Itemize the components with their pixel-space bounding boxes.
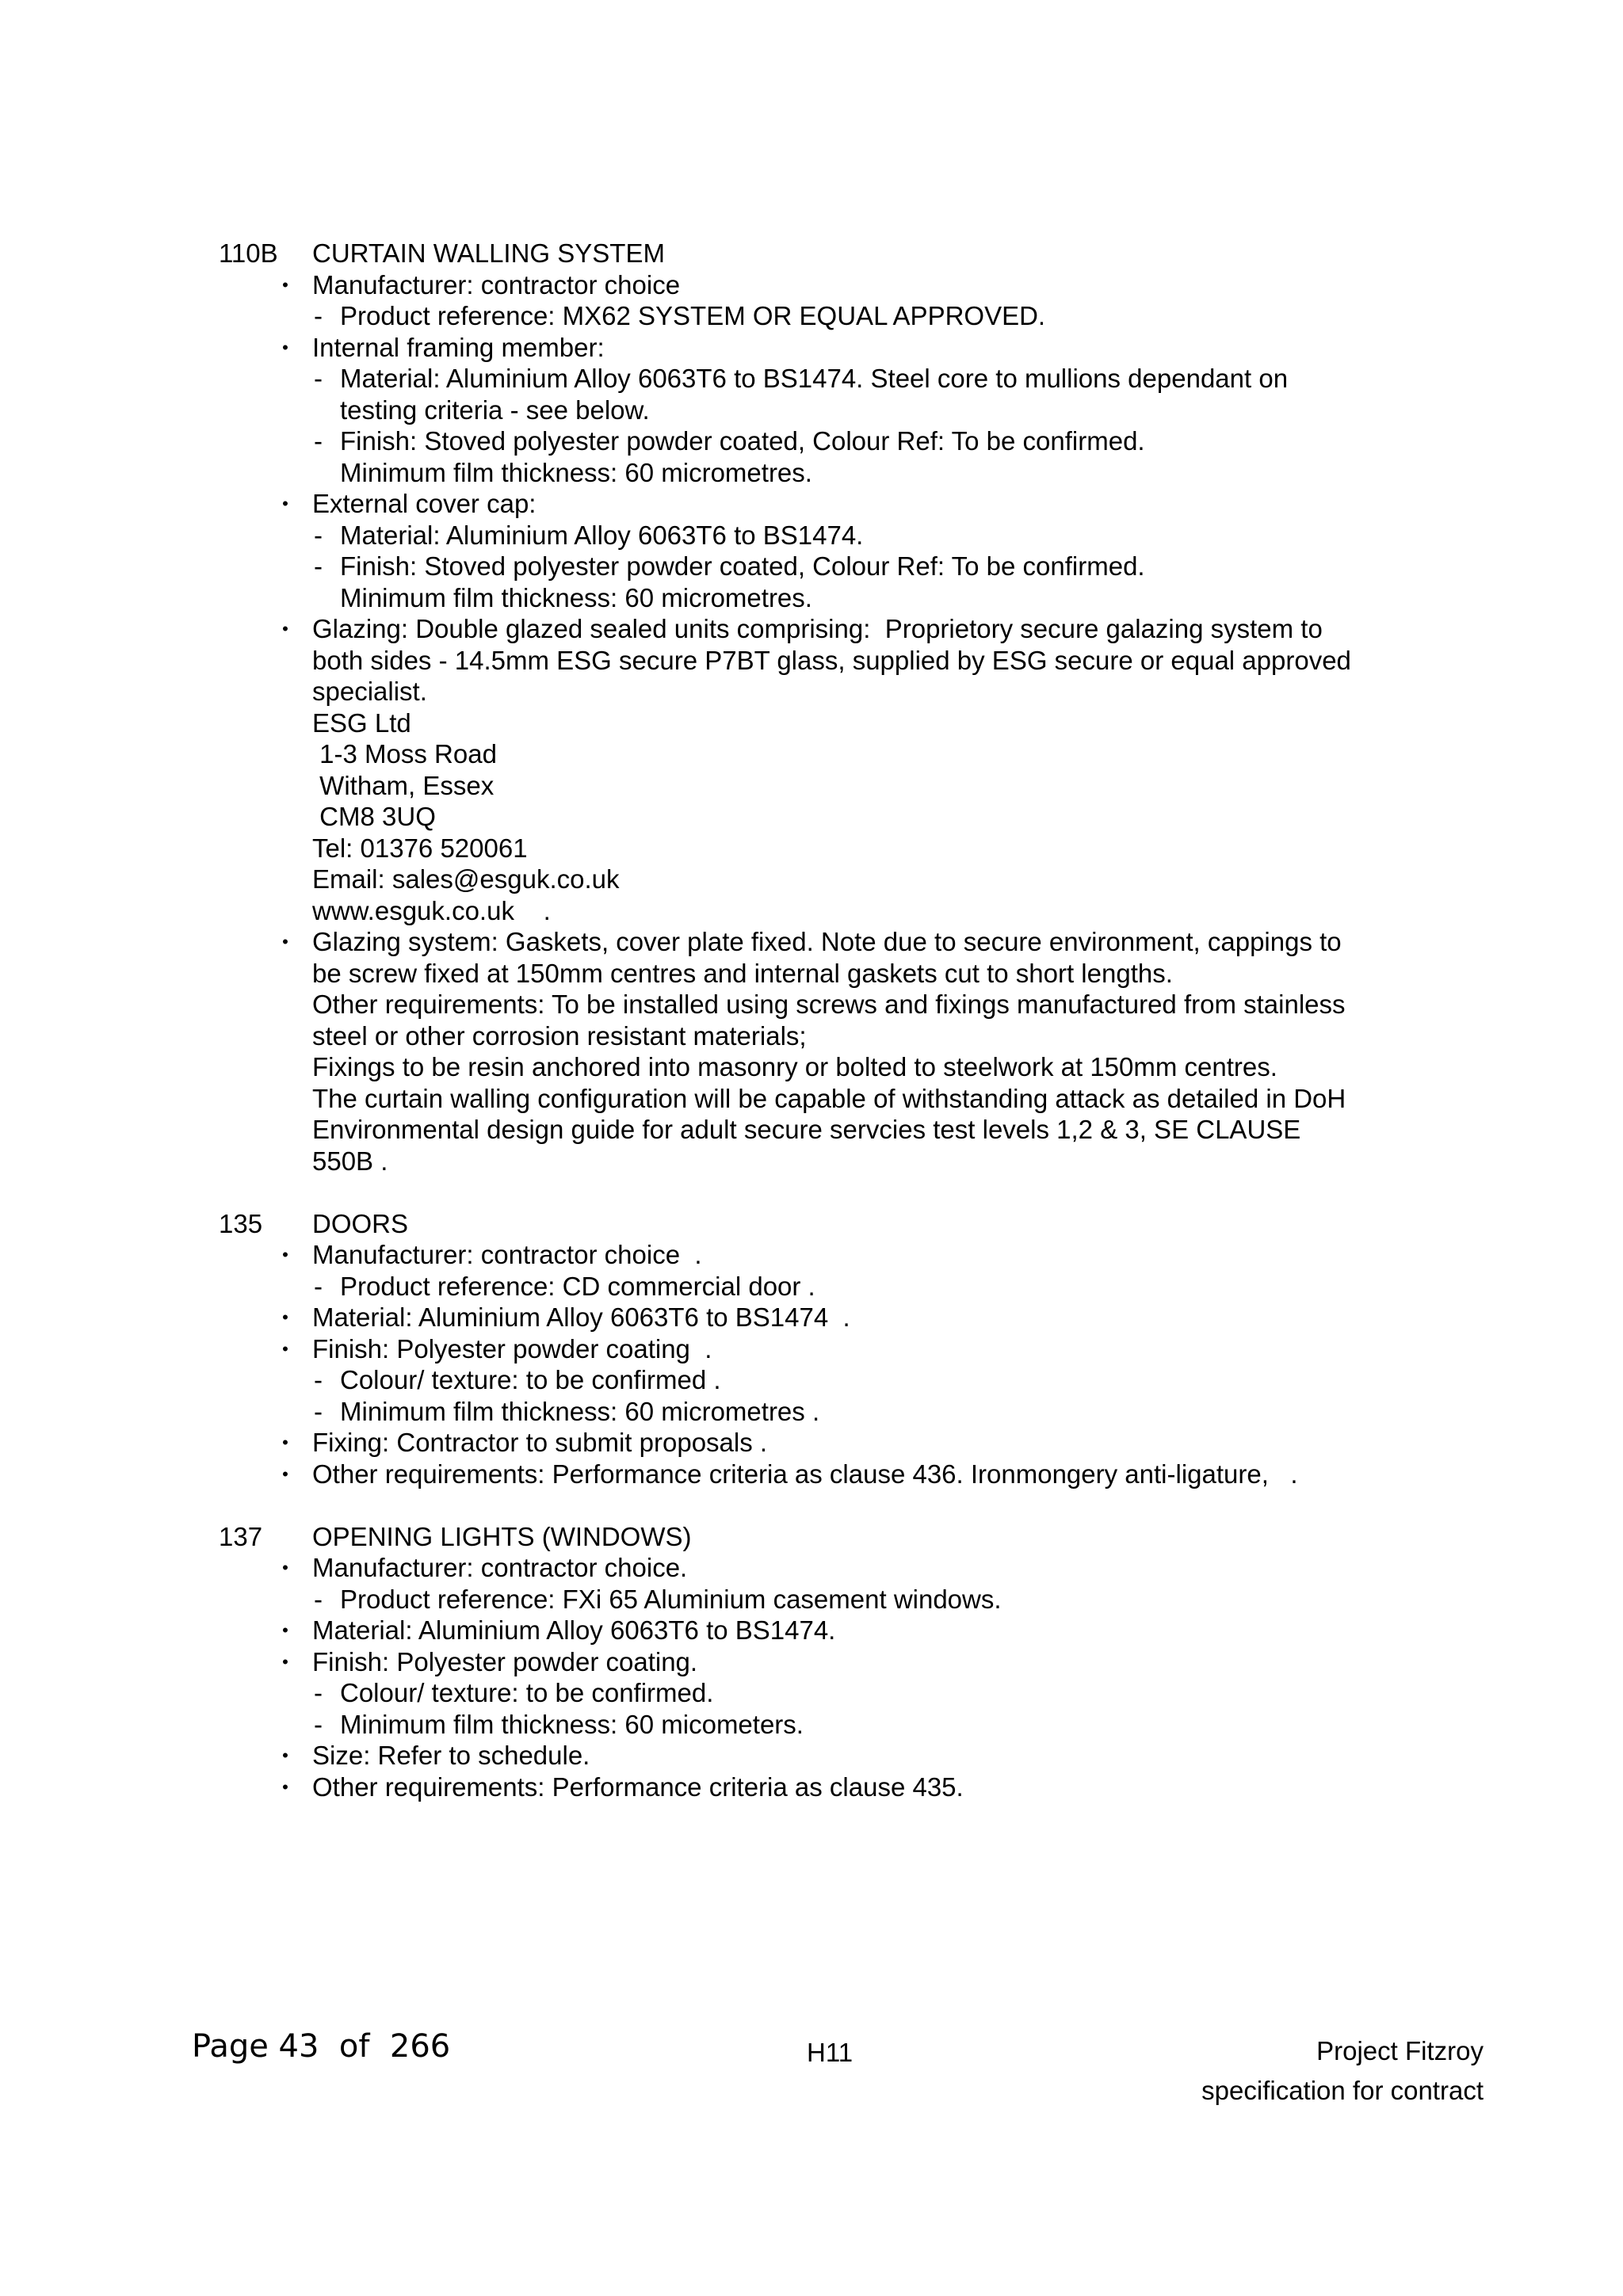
- bullet-item: [282, 1772, 1423, 1803]
- clause-number: 137: [219, 1521, 263, 1551]
- bullet-item: [282, 332, 1423, 489]
- dash-icon: -: [314, 364, 323, 393]
- bullet-dot-icon: •: [282, 1558, 288, 1577]
- page-number: Page 43 of 266: [192, 2028, 451, 2065]
- sub-item: [312, 300, 1423, 332]
- bullet-item: [282, 1302, 1423, 1333]
- bullet-text-line: 550B .: [312, 1146, 388, 1176]
- sub-item: [312, 551, 1423, 613]
- bullet-text-line: www.esguk.co.uk .: [312, 895, 551, 925]
- sub-item: [312, 1396, 1423, 1428]
- bullet-text-line: Other requirements: Performance criteria as clause 436. Ironmongery anti-ligature, .: [312, 1459, 1298, 1489]
- sub-text-line: Minimum film thickness: 60 micrometres.: [340, 582, 812, 612]
- bullet-dot-icon: •: [282, 1307, 288, 1327]
- bullet-item: [282, 1459, 1423, 1490]
- project-name: Project Fitzroy: [1316, 2036, 1484, 2065]
- sub-text-line: Material: Aluminium Alloy 6063T6 to BS1474. Steel core to mullions dependant on: [340, 364, 1289, 393]
- bullet-item: [282, 1615, 1423, 1646]
- bullet-text-line: Size: Refer to schedule.: [312, 1741, 590, 1770]
- specification-body: [219, 238, 1423, 1802]
- sub-text-line: Finish: Stoved polyester powder coated, Colour Ref: To be confirmed.: [340, 426, 1145, 456]
- dash-icon: -: [314, 1709, 323, 1739]
- bullet-text-line: External cover cap:: [312, 489, 537, 518]
- dash-icon: -: [314, 551, 323, 581]
- sub-item: [312, 1709, 1423, 1741]
- clause-number: 110B: [219, 238, 278, 268]
- dash-icon: -: [314, 1396, 323, 1426]
- bullet-text-line: Fixing: Contractor to submit proposals .: [312, 1428, 768, 1457]
- bullet-text-line: steel or other corrosion resistant materials;: [312, 1020, 807, 1051]
- dash-icon: -: [314, 1678, 323, 1707]
- sub-text-line: Minimum film thickness: 60 micrometres.: [340, 457, 812, 487]
- dash-icon: -: [314, 520, 323, 550]
- sub-text-line: Material: Aluminium Alloy 6063T6 to BS1474.: [340, 520, 864, 550]
- clause-number: 135: [219, 1208, 263, 1238]
- bullet-item: [282, 269, 1423, 332]
- bullet-item: [282, 488, 1423, 613]
- bullet-text-line: Internal framing member:: [312, 332, 605, 362]
- bullet-text-line: Environmental design guide for adult secure servcies test levels 1,2 & 3, SE CLAUSE: [312, 1115, 1301, 1144]
- bullet-item: [282, 1333, 1423, 1428]
- clause-135: [219, 1208, 1423, 1490]
- sub-text-line: Product reference: CD commercial door .: [340, 1271, 815, 1301]
- sub-item: [312, 1677, 1423, 1709]
- bullet-text-line: Tel: 01376 520061: [312, 833, 528, 863]
- dash-icon: -: [314, 301, 323, 330]
- bullet-text-line: Other requirements: Performance criteria as clause 435.: [312, 1772, 964, 1802]
- sub-item: [312, 1271, 1423, 1302]
- bullet-text-line: be screw fixed at 150mm centres and internal gaskets cut to short lengths.: [312, 958, 1173, 988]
- bullet-item: [282, 1427, 1423, 1459]
- bullet-text-line: Email: sales@esguk.co.uk: [312, 864, 620, 894]
- project-subtitle: specification for contract: [1201, 2076, 1484, 2105]
- bullet-text-line: Manufacturer: contractor choice.: [312, 1553, 688, 1582]
- bullet-dot-icon: •: [282, 1245, 288, 1264]
- sub-item: [312, 1364, 1423, 1396]
- sub-text-line: Product reference: MX62 SYSTEM OR EQUAL APPROVED.: [340, 301, 1046, 330]
- clause-title: CURTAIN WALLING SYSTEM: [312, 238, 665, 268]
- bullet-dot-icon: •: [282, 619, 288, 639]
- clause-title: DOORS: [312, 1208, 409, 1238]
- bullet-text-line: Finish: Polyester powder coating .: [312, 1333, 712, 1363]
- bullet-dot-icon: •: [282, 337, 288, 357]
- clause-137: [219, 1521, 1423, 1803]
- bullet-text-line: both sides - 14.5mm ESG secure P7BT glass, supplied by ESG secure or equal approved: [312, 645, 1351, 675]
- bullet-dot-icon: •: [282, 1776, 288, 1797]
- bullet-item: [282, 1740, 1423, 1772]
- bullet-dot-icon: •: [282, 1463, 288, 1484]
- sub-item: [312, 363, 1423, 425]
- dash-icon: -: [314, 426, 323, 456]
- bullet-item: [282, 926, 1423, 1177]
- clause-110b: [219, 238, 1423, 1177]
- bullet-text-line: Material: Aluminium Alloy 6063T6 to BS1474 .: [312, 1302, 850, 1332]
- bullet-text-line: Fixings to be resin anchored into masonry or bolted to steelwork at 150mm centres.: [312, 1052, 1277, 1081]
- project-info: [929, 2031, 1484, 2111]
- bullet-item: [282, 1552, 1423, 1615]
- sub-item: [312, 425, 1423, 488]
- bullet-dot-icon: •: [282, 1620, 288, 1640]
- dash-icon: -: [314, 1365, 323, 1394]
- bullet-text-line: Material: Aluminium Alloy 6063T6 to BS1474.: [312, 1615, 836, 1645]
- bullet-dot-icon: •: [282, 1432, 288, 1452]
- bullet-text-line: The curtain walling configuration will be capable of withstanding attack as detailed in DoH: [312, 1083, 1346, 1113]
- bullet-text-line: Other requirements: To be installed using screws and fixings manufactured from stainless: [312, 990, 1346, 1019]
- bullet-dot-icon: •: [282, 1338, 288, 1359]
- bullet-text-line: Finish: Polyester powder coating.: [312, 1646, 698, 1676]
- sub-item: [312, 1584, 1423, 1615]
- bullet-text-line: Glazing: Double glazed sealed units comprising: Proprietory secure galazing system to: [312, 614, 1323, 643]
- bullet-dot-icon: •: [282, 494, 288, 513]
- bullet-text-line: Manufacturer: contractor choice .: [312, 1240, 702, 1269]
- section-code: H11: [807, 2038, 854, 2067]
- bullet-dot-icon: •: [282, 932, 288, 952]
- clause-title: OPENING LIGHTS (WINDOWS): [312, 1521, 692, 1551]
- bullet-dot-icon: •: [282, 1745, 288, 1765]
- sub-text-line: Minimum film thickness: 60 micometers.: [340, 1709, 804, 1739]
- sub-text-line: testing criteria - see below.: [340, 395, 650, 425]
- bullet-text-line: 1-3 Moss Road: [312, 739, 497, 769]
- sub-text-line: Finish: Stoved polyester powder coated, Colour Ref: To be confirmed.: [340, 551, 1145, 581]
- dash-icon: -: [314, 1584, 323, 1614]
- bullet-dot-icon: •: [282, 274, 288, 295]
- bullet-item: [282, 613, 1423, 926]
- bullet-item: [282, 1239, 1423, 1302]
- bullet-text-line: Glazing system: Gaskets, cover plate fixed. Note due to secure environment, cappings to: [312, 927, 1342, 956]
- sub-item: [312, 520, 1423, 551]
- sub-text-line: Colour/ texture: to be confirmed .: [340, 1365, 721, 1394]
- bullet-text-line: specialist.: [312, 677, 427, 706]
- sub-text-line: Product reference: FXi 65 Aluminium casement windows.: [340, 1584, 1002, 1614]
- bullet-text-line: ESG Ltd: [312, 707, 411, 738]
- sub-text-line: Colour/ texture: to be confirmed.: [340, 1678, 714, 1707]
- bullet-text-line: CM8 3UQ: [312, 802, 436, 831]
- bullet-item: [282, 1646, 1423, 1741]
- bullet-text-line: Manufacturer: contractor choice: [312, 269, 681, 299]
- bullet-dot-icon: •: [282, 1651, 288, 1672]
- bullet-text-line: Witham, Essex: [312, 770, 495, 800]
- dash-icon: -: [314, 1271, 323, 1301]
- sub-text-line: Minimum film thickness: 60 micrometres .: [340, 1396, 820, 1426]
